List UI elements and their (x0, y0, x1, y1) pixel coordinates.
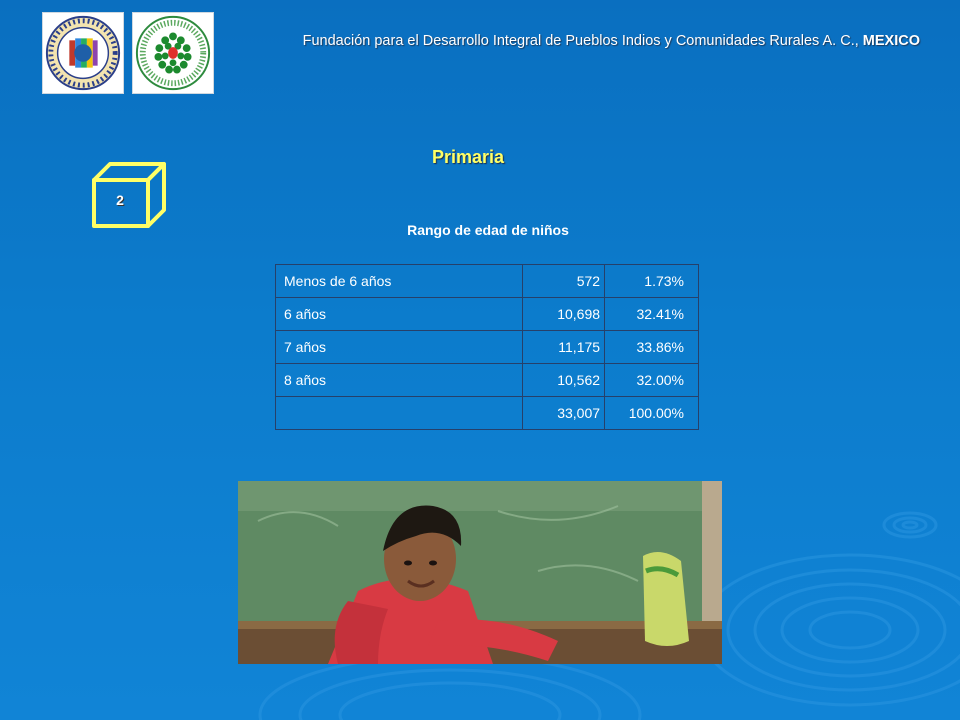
row-label (276, 397, 523, 430)
table-row (276, 331, 699, 364)
row-count: 572 (523, 265, 605, 298)
row-label: 7 años (276, 331, 523, 364)
header-organization: Fundación para el Desarrollo Integral de Pueblos Indios y Comunidades Rurales A. C., (302, 33, 859, 49)
row-label: 8 años (276, 364, 523, 397)
slide-number: 2 (116, 192, 124, 208)
row-count: 10,698 (523, 298, 605, 331)
oas-seal-logo (42, 12, 124, 94)
row-label: 6 años (276, 298, 523, 331)
table-row (276, 265, 699, 298)
table-row (276, 298, 699, 331)
total-percent: 100.00% (605, 397, 699, 430)
classroom-photo (238, 481, 722, 664)
fundacion-seal-icon (133, 13, 213, 93)
row-count: 10,562 (523, 364, 605, 397)
oas-seal-icon (43, 13, 123, 93)
total-count: 33,007 (523, 397, 605, 430)
fundacion-seal-logo (132, 12, 214, 94)
section-title: Primaria (431, 147, 505, 167)
table-caption: Rango de edad de niños (407, 222, 569, 238)
table-total-row (276, 397, 699, 430)
header-country: MEXICO (862, 33, 920, 49)
classroom-photo-icon (238, 481, 722, 664)
row-percent: 33.86% (605, 331, 699, 364)
row-percent: 32.00% (605, 364, 699, 397)
row-label: Menos de 6 años (276, 265, 523, 298)
row-percent: 1.73% (605, 265, 699, 298)
header-title (240, 33, 920, 49)
row-count: 11,175 (523, 331, 605, 364)
age-range-table (275, 264, 699, 430)
row-percent: 32.41% (605, 298, 699, 331)
table-row (276, 364, 699, 397)
